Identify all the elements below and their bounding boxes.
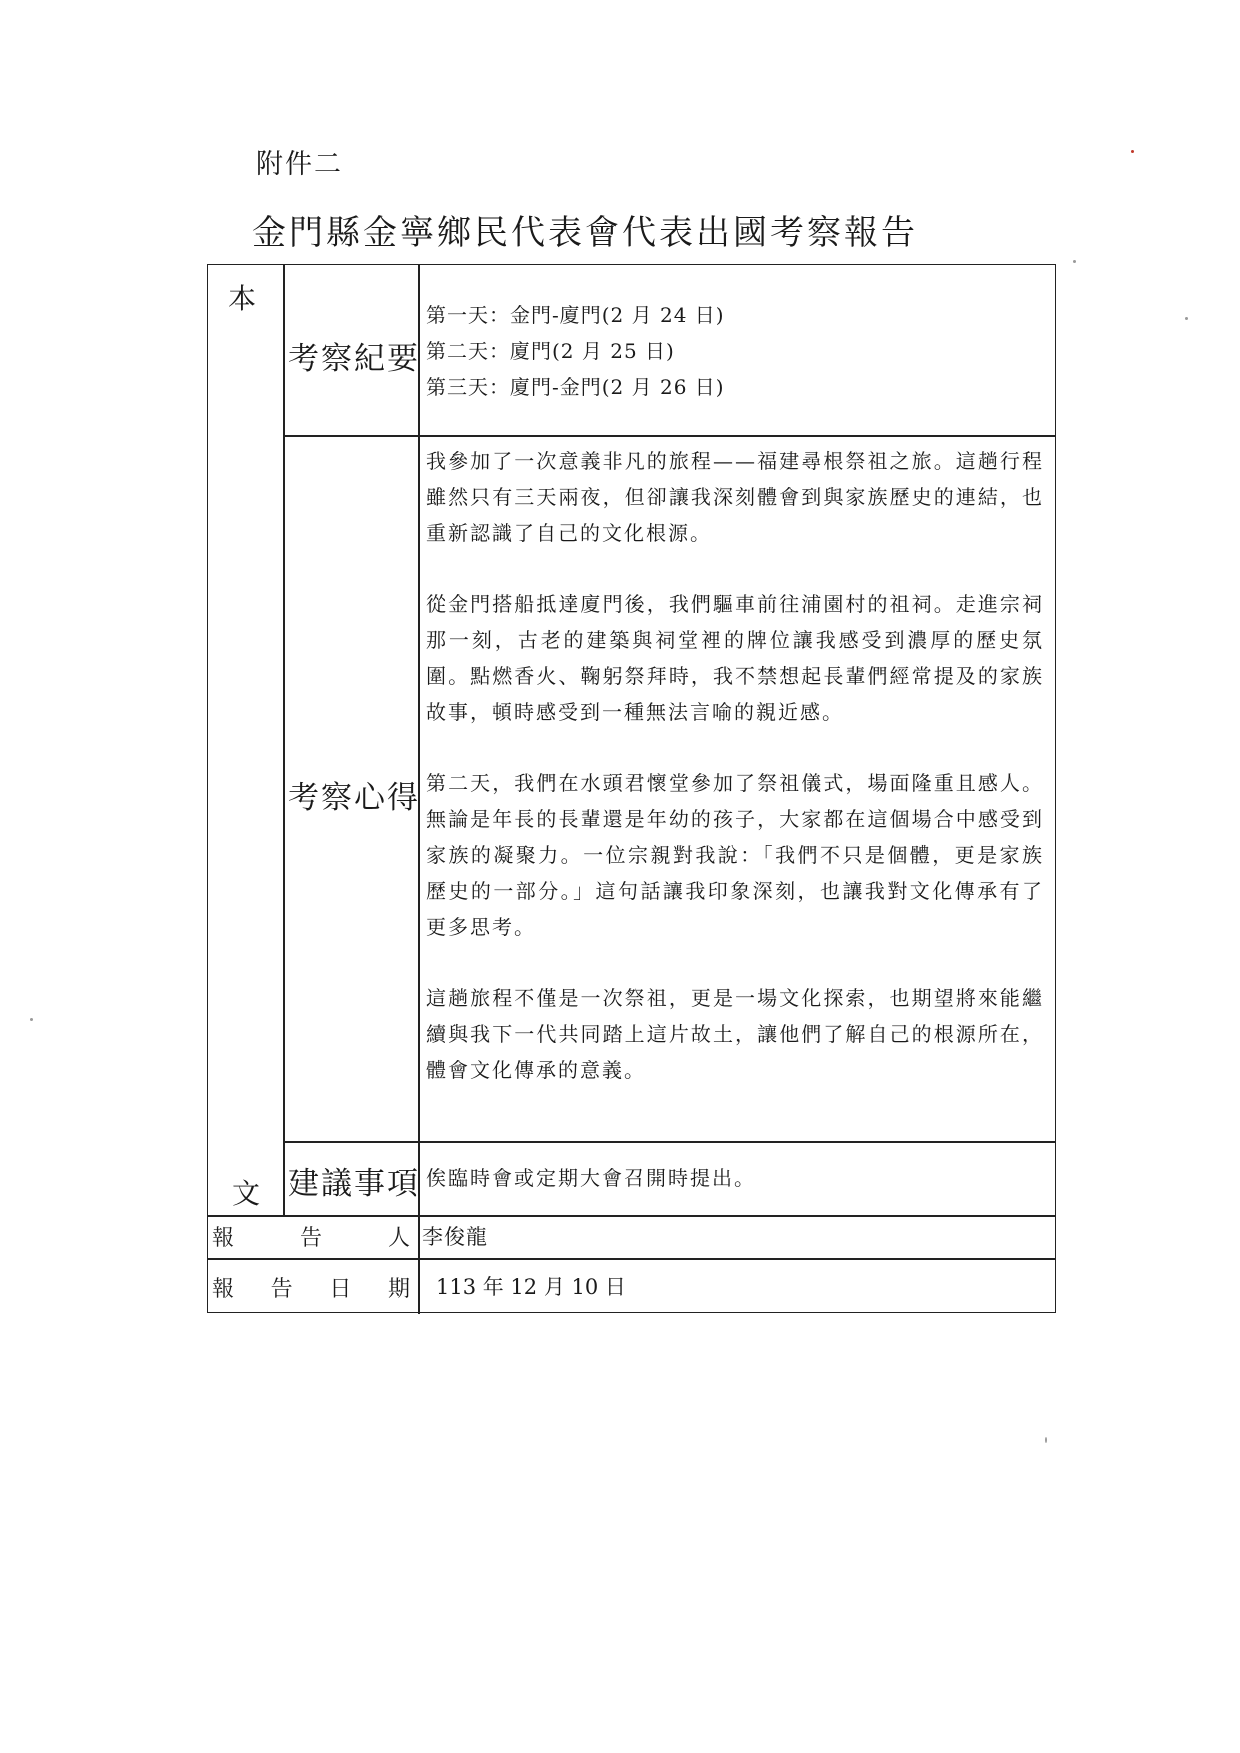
report-date-label xyxy=(212,1272,410,1303)
divider-body-bottom xyxy=(208,1215,1055,1217)
body-side-bottom-char: 文 xyxy=(232,1177,261,1210)
report-date-label-char: 告 xyxy=(270,1277,293,1302)
scan-speck xyxy=(1073,260,1076,263)
suggestion-label: 建議事項 xyxy=(288,1166,420,1202)
report-date-value: 113 年 12 月 10 日 xyxy=(436,1275,626,1299)
divider-reflection-bottom xyxy=(283,1141,1055,1143)
scan-speck xyxy=(1045,1437,1047,1443)
reflection-paragraph: 這趟旅程不僅是一次祭祖，更是一場文化探索，也期望將來能繼續與我下一代共同踏上這片故土，讓他們了解自己的根源所在，體會文化傳承的意義。 xyxy=(426,986,1044,1082)
report-date-label-char: 期 xyxy=(387,1277,410,1302)
reflection-paragraph: 我參加了一次意義非凡的旅程——福建尋根祭祖之旅。這趟行程雖然只有三天兩夜，但卻讓我深刻體會到與家族歷史的連結，也重新認識了自己的文化根源。 xyxy=(426,449,1044,545)
reporter-label xyxy=(212,1221,410,1252)
report-form xyxy=(207,264,1056,1313)
divider-reporter-bottom xyxy=(208,1258,1055,1260)
divider-side-column xyxy=(283,265,285,1215)
reflection-label: 考察心得 xyxy=(288,780,420,816)
reporter-label-char: 人 xyxy=(387,1226,410,1251)
reflection-content xyxy=(426,443,1044,1123)
reflection-paragraph: 第二天，我們在水頭君懷堂參加了祭祖儀式，場面隆重且感人。無論是年長的長輩還是年幼的孩子，大家都在這個場合中感受到家族的凝聚力。一位宗親對我說：「我們不只是個體，更是家族歷史的一部分。」這句話讓我印象深刻，也讓我對文化傳承有了更多思考。 xyxy=(426,771,1044,939)
scan-speck xyxy=(1185,317,1188,320)
reporter-label-char: 告 xyxy=(299,1226,322,1251)
reporter-name: 李俊龍 xyxy=(422,1225,488,1249)
summary-day-2: 第二天：廈門(2 月 25 日) xyxy=(426,339,675,363)
suggestion-content: 俟臨時會或定期大會召開時提出。 xyxy=(426,1166,756,1190)
summary-label: 考察紀要 xyxy=(288,341,420,377)
summary-day-3: 第三天：廈門-金門(2 月 26 日) xyxy=(426,375,725,399)
attachment-label: 附件二 xyxy=(256,149,343,180)
scan-speck xyxy=(1131,150,1134,153)
body-side-top-char: 本 xyxy=(228,282,257,315)
summary-day-1: 第一天：金門-廈門(2 月 24 日) xyxy=(426,303,725,327)
document-title: 金門縣金寧鄉民代表會代表出國考察報告 xyxy=(252,213,918,253)
report-date-label-char: 報 xyxy=(212,1277,235,1302)
reflection-paragraph: 從金門搭船抵達廈門後，我們驅車前往浦園村的祖祠。走進宗祠那一刻，古老的建築與祠堂裡的牌位讓我感受到濃厚的歷史氛圍。點燃香火、鞠躬祭拜時，我不禁想起長輩們經常提及的家族故事，頓時感受到一種無法言喻的親近感。 xyxy=(426,592,1044,724)
report-date-label-char: 日 xyxy=(329,1277,352,1302)
reporter-label-char: 報 xyxy=(212,1226,235,1251)
divider-summary-bottom xyxy=(283,435,1055,437)
summary-content xyxy=(426,297,1046,405)
scan-speck xyxy=(30,1018,33,1021)
